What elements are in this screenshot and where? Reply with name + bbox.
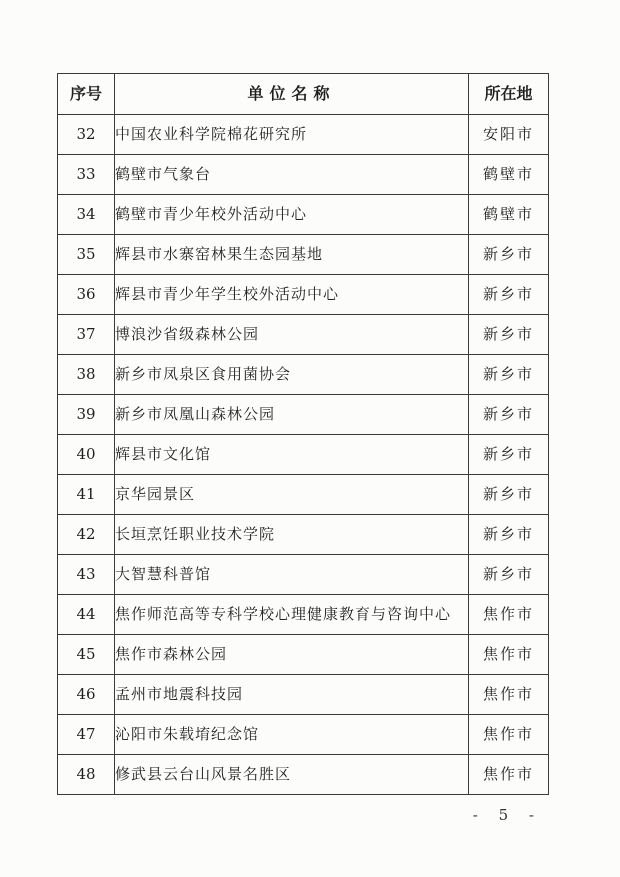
- table-row: [58, 755, 549, 795]
- row-location: 新乡市: [469, 475, 549, 515]
- table-row: [58, 555, 549, 595]
- table-body: [58, 115, 549, 795]
- row-unit-name: 鹤壁市气象台: [115, 155, 469, 195]
- row-seq: 48: [58, 755, 115, 795]
- table-row: [58, 435, 549, 475]
- row-location: 新乡市: [469, 555, 549, 595]
- row-seq: 44: [58, 595, 115, 635]
- row-location: 鹤壁市: [469, 195, 549, 235]
- table-row: [58, 195, 549, 235]
- row-location: 新乡市: [469, 235, 549, 275]
- table-header-row: [58, 74, 549, 115]
- row-seq: 33: [58, 155, 115, 195]
- row-location: 新乡市: [469, 275, 549, 315]
- row-unit-name: 沁阳市朱载堉纪念馆: [115, 715, 469, 755]
- row-seq: 38: [58, 355, 115, 395]
- row-seq: 39: [58, 395, 115, 435]
- table-row: [58, 595, 549, 635]
- row-location: 新乡市: [469, 515, 549, 555]
- row-location: 鹤壁市: [469, 155, 549, 195]
- row-unit-name: 新乡市凤凰山森林公园: [115, 395, 469, 435]
- row-unit-name: 大智慧科普馆: [115, 555, 469, 595]
- header-seq: 序号: [58, 74, 115, 115]
- row-location: 新乡市: [469, 435, 549, 475]
- row-unit-name: 焦作市森林公园: [115, 635, 469, 675]
- row-seq: 46: [58, 675, 115, 715]
- row-unit-name: 中国农业科学院棉花研究所: [115, 115, 469, 155]
- row-seq: 41: [58, 475, 115, 515]
- table-row: [58, 715, 549, 755]
- table-row: [58, 475, 549, 515]
- row-location: 焦作市: [469, 715, 549, 755]
- page-number: - 5 -: [472, 806, 542, 824]
- header-name: 单位名称: [115, 74, 469, 115]
- row-unit-name: 修武县云台山风景名胜区: [115, 755, 469, 795]
- row-seq: 43: [58, 555, 115, 595]
- row-location: 新乡市: [469, 395, 549, 435]
- row-unit-name: 鹤壁市青少年校外活动中心: [115, 195, 469, 235]
- row-unit-name: 辉县市青少年学生校外活动中心: [115, 275, 469, 315]
- table-row: [58, 675, 549, 715]
- row-location: 焦作市: [469, 755, 549, 795]
- row-unit-name: 京华园景区: [115, 475, 469, 515]
- row-location: 焦作市: [469, 595, 549, 635]
- row-seq: 32: [58, 115, 115, 155]
- table-row: [58, 275, 549, 315]
- row-unit-name: 长垣烹饪职业技术学院: [115, 515, 469, 555]
- row-location: 安阳市: [469, 115, 549, 155]
- table-row: [58, 155, 549, 195]
- row-location: 焦作市: [469, 675, 549, 715]
- row-seq: 40: [58, 435, 115, 475]
- row-seq: 42: [58, 515, 115, 555]
- table-row: [58, 115, 549, 155]
- row-seq: 35: [58, 235, 115, 275]
- unit-table: [57, 73, 549, 795]
- row-unit-name: 焦作师范高等专科学校心理健康教育与咨询中心: [115, 595, 469, 635]
- row-seq: 47: [58, 715, 115, 755]
- row-unit-name: 博浪沙省级森林公园: [115, 315, 469, 355]
- row-unit-name: 辉县市水寨窑林果生态园基地: [115, 235, 469, 275]
- header-location: 所在地: [469, 74, 549, 115]
- row-seq: 37: [58, 315, 115, 355]
- row-seq: 34: [58, 195, 115, 235]
- table-row: [58, 235, 549, 275]
- table-row: [58, 395, 549, 435]
- row-unit-name: 新乡市凤泉区食用菌协会: [115, 355, 469, 395]
- table-row: [58, 635, 549, 675]
- row-unit-name: 孟州市地震科技园: [115, 675, 469, 715]
- row-location: 新乡市: [469, 355, 549, 395]
- row-unit-name: 辉县市文化馆: [115, 435, 469, 475]
- table-row: [58, 515, 549, 555]
- row-seq: 45: [58, 635, 115, 675]
- row-location: 焦作市: [469, 635, 549, 675]
- row-seq: 36: [58, 275, 115, 315]
- table-row: [58, 355, 549, 395]
- row-location: 新乡市: [469, 315, 549, 355]
- table-row: [58, 315, 549, 355]
